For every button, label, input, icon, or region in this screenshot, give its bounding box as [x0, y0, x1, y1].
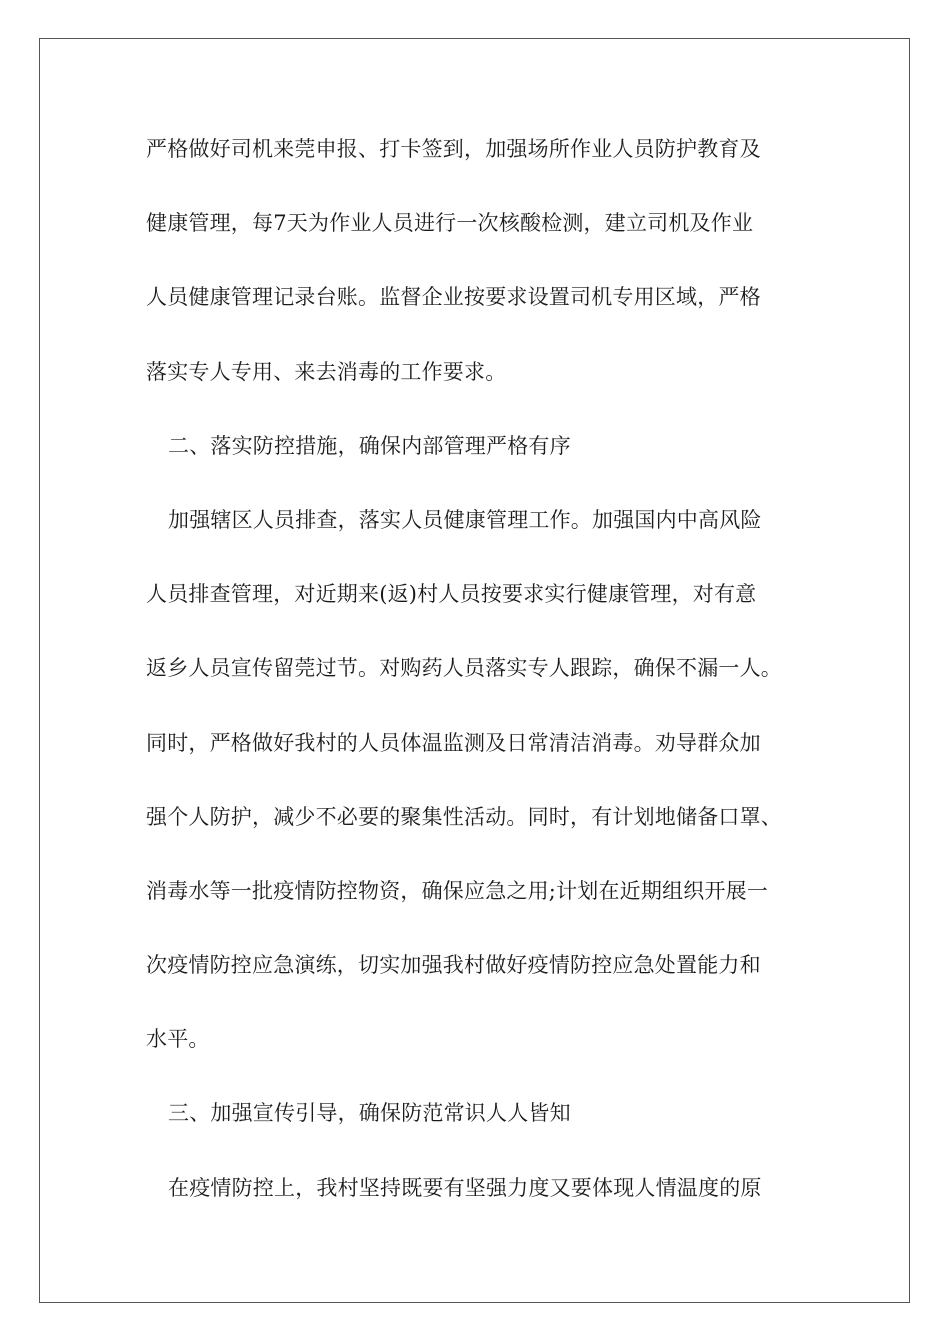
document-body — [146, 120, 806, 1233]
text-line: 水平。 — [146, 1027, 210, 1052]
text-line: 健康管理，每7天为作业人员进行一次核酸检测，建立司机及作业 — [146, 211, 754, 236]
text-line: 同时，严格做好我村的人员体温监测及日常清洁消毒。劝导群众加 — [146, 730, 761, 755]
text-line: 严格做好司机来莞申报、打卡签到，加强场所作业人员防护教育及 — [146, 137, 761, 161]
text-line: 次疫情防控应急演练，切实加强我村做好疫情防控应急处置能力和 — [146, 953, 761, 978]
text-line: 消毒水等一批疫情防控物资，确保应急之用;计划在近期组织开展一 — [146, 878, 769, 903]
paragraph-start: 在疫情防控上，我村坚持既要有坚强力度又要体现人情温度的原 — [168, 1175, 762, 1200]
text-line: 强个人防护，减少不必要的聚集性活动。同时，有计划地储备口罩、 — [146, 804, 782, 829]
text-line: 落实专人专用、来去消毒的工作要求。 — [146, 359, 507, 384]
text-line: 返乡人员宣传留莞过节。对购药人员落实专人跟踪，确保不漏一人。 — [146, 656, 782, 681]
paragraph-start: 加强辖区人员排查，落实人员健康管理工作。加强国内中高风险 — [168, 507, 762, 532]
text-line: 人员健康管理记录台账。监督企业按要求设置司机专用区域，严格 — [146, 285, 761, 310]
section-heading-2: 二、落实防控措施，确保内部管理严格有序 — [168, 433, 571, 458]
text-line: 人员排查管理，对近期来(返)村人员按要求实行健康管理，对有意 — [146, 582, 757, 607]
section-heading-3: 三、加强宣传引导，确保防范常识人人皆知 — [168, 1101, 571, 1126]
